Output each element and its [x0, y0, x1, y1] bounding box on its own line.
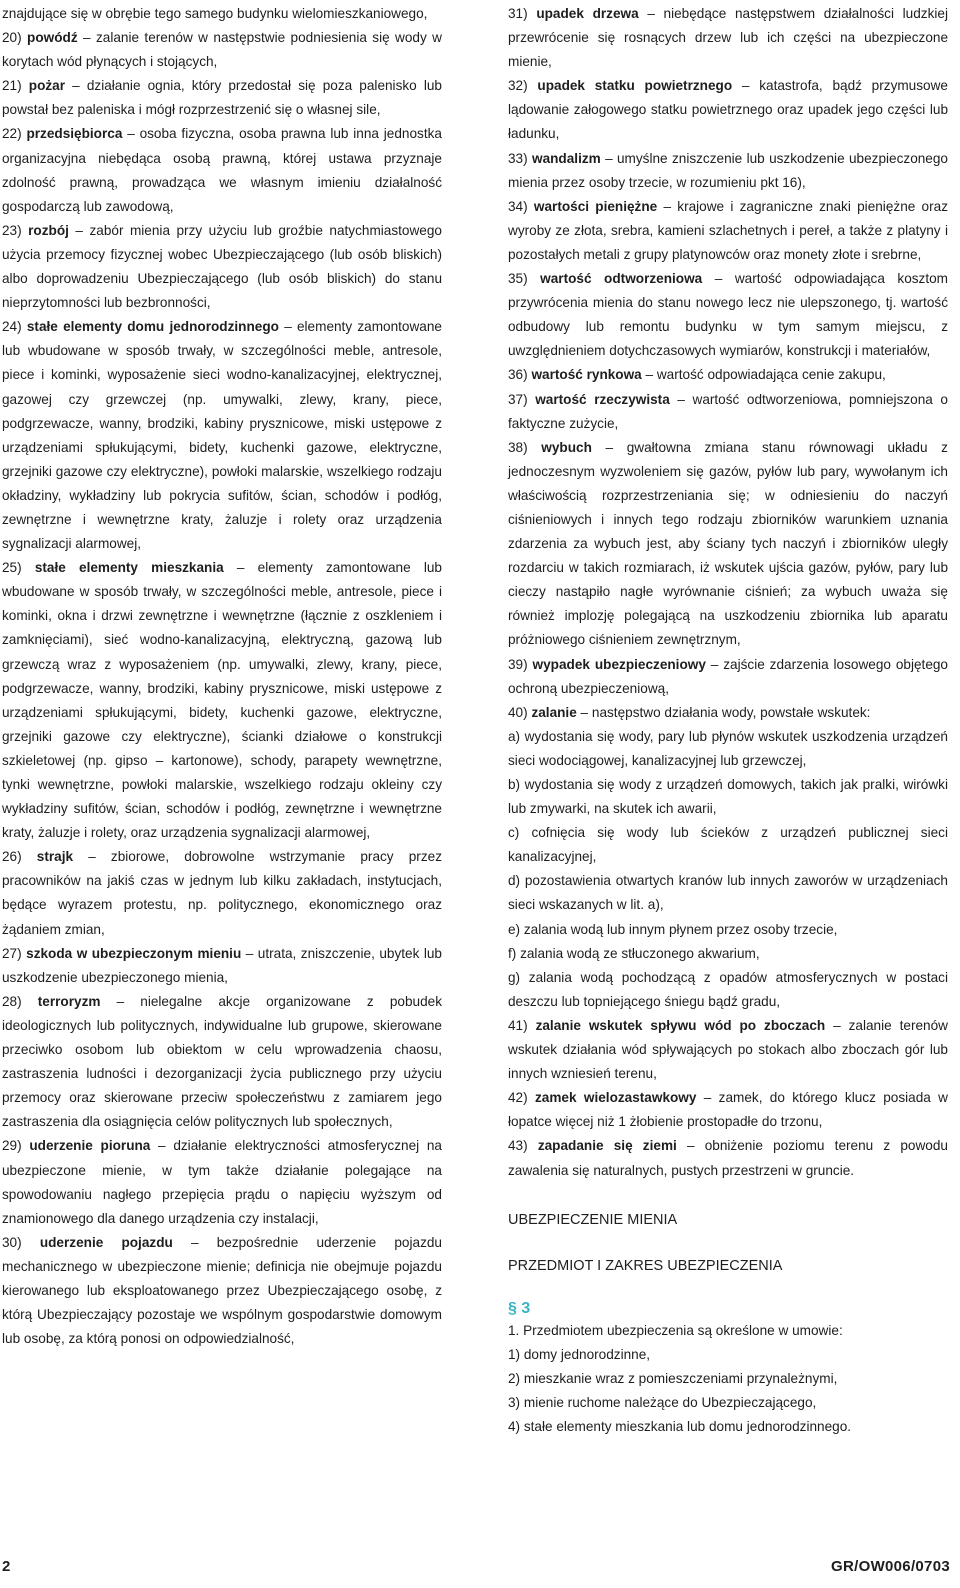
- definition-term: upadek drzewa: [536, 6, 639, 21]
- definition-term: wypadek ubezpieczeniowy: [532, 656, 706, 672]
- definition-entry: [508, 267, 948, 363]
- definition-number: 33): [508, 150, 532, 166]
- definition-text: c) cofnięcia się wody lub ścieków z urządzeń publicznej sieci kanalizacyjnej,: [508, 825, 948, 865]
- page-number: 2: [2, 1558, 11, 1575]
- definition-number: 23): [2, 222, 29, 238]
- left-column: [2, 2, 442, 1351]
- section-heading-property-insurance: UBEZPIECZENIE MIENIA: [508, 1211, 678, 1228]
- document-code: GR/OW006/0703: [831, 1558, 950, 1575]
- definition-entry: [508, 363, 948, 387]
- definition-text: g) zalania wodą pochodzącą z opadów atmosferycznych w postaci deszczu lub topniejącego śniegu bądź gradu,: [508, 969, 948, 1009]
- definition-text: – działanie ognia, który przedostał się poza palenisko lub powstał bez paleniska i mógł rozprzestrzenić się o własnej sile,: [2, 78, 442, 118]
- definition-number: 21): [2, 78, 29, 94]
- paragraph-number: § 3: [508, 1299, 531, 1317]
- definition-term: terroryzm: [37, 993, 101, 1009]
- definition-term: pożar: [28, 78, 66, 94]
- right-column: [508, 2, 948, 1439]
- definition-entry: [508, 74, 948, 146]
- definition-text: – krajowe i zagraniczne znaki pieniężne oraz wyroby ze złota, srebra, kamieni szlachetnych i pereł, a także z platyny i pozostałych metali z grupy platynowców oraz monety złote i srebrne,: [508, 198, 948, 262]
- definition-term: wartość odtworzeniowa: [540, 271, 703, 287]
- definition-entry: [508, 436, 948, 653]
- definition-term: zalanie wskutek spływu wód po zboczach: [535, 1017, 826, 1033]
- definition-text: – gwałtowna zmiana stanu równowagi układu z jednoczesnym wyzwoleniem się gazów, pyłów lub pary, wywołanym ich właściwością rozprzestrzeniania się; w odniesieniu do naczyń ciśnieniowych i innych tego rodzaju zbiorników warunkiem uznania zdarzenia za wybuch jest, aby ściany tych naczyń i zbiorników uległy rozdarciu w takich rozmiarach, iż wskutek ujścia gazów, pyłów, pary lub cieczy nastąpiło nagłe wyrównanie ciśnień; za wybuch uważa się również implozję polegającą na uszkodzeniu zbiornika lub aparatu próżniowego ciśnieniem zewnętrznym,: [508, 439, 948, 648]
- definition-entry: [508, 821, 948, 869]
- definition-number: 31): [508, 6, 537, 21]
- definition-number: 35): [508, 271, 541, 287]
- definitions-list-left: [2, 2, 442, 1351]
- definition-text: – nielegalne akcje organizowane z pobudek ideologicznych lub politycznych, indywidualne lub grupowe, skierowane przeciwko osobom lub obiektom w celu wprowadzenia chaosu, zastraszenia ludności i dezorganizacji życia publicznego przy użyciu przemocy oraz skierowane przeciw społeczeństwu z zamiarem jego zastraszenia dla osiągnięcia celów politycznych lub społecznych,: [2, 993, 442, 1130]
- definition-number: 32): [508, 78, 538, 94]
- definition-entry: [508, 195, 948, 267]
- definition-entry: [2, 1231, 442, 1351]
- definition-number: 42): [508, 1090, 535, 1106]
- definition-term: przedsiębiorca: [26, 126, 123, 142]
- definition-entry: [508, 869, 948, 917]
- definition-number: 39): [508, 656, 533, 672]
- definition-term: zalanie: [531, 704, 577, 720]
- definition-text: – osoba fizyczna, osoba prawna lub inna jednostka organizacyjna niebędąca osobą prawną, której ustawa przyznaje zdolność prawną, prowadząca we własnym imieniu działalność gospodarczą lub zawodową,: [2, 126, 442, 214]
- definition-number: 29): [2, 1138, 30, 1154]
- definition-term: szkoda w ubezpieczonym mieniu: [26, 945, 242, 961]
- definition-entry: [2, 315, 442, 556]
- definition-number: 22): [2, 126, 27, 142]
- definition-term: wartości pieniężne: [533, 198, 658, 214]
- definition-text: – zalanie terenów w następstwie podniesienia się wody w korytach wód płynących i stojących,: [2, 30, 442, 70]
- definition-entry: [2, 2, 442, 26]
- definition-text: – zamek, do którego klucz posiada w łopatce więcej niż 1 żłobienie prostopadłe do trzonu,: [508, 1090, 948, 1130]
- definition-entry: [508, 773, 948, 821]
- definition-entry: [508, 725, 948, 773]
- scope-intro: 1. Przedmiotem ubezpieczenia są określone w umowie:: [508, 1322, 843, 1338]
- definition-text: – zabór mienia przy użyciu lub groźbie natychmiastowego użycia przemocy fizycznej wobec Ubezpieczającego (lub osób bliskich) albo doprowadzeniu Ubezpieczającego (lub osób bliskich) do stanu nieprzytomności lub bezbronności,: [2, 222, 442, 311]
- definition-entry: [2, 990, 442, 1135]
- definition-number: 25): [2, 560, 35, 576]
- definition-number: 38): [508, 439, 542, 455]
- definition-term: strajk: [36, 849, 74, 865]
- definition-text: f) zalania wodą ze stłuczonego akwarium,: [508, 945, 760, 961]
- definition-entry: [508, 918, 948, 942]
- definitions-list-right: [508, 2, 948, 1183]
- definition-text: b) wydostania się wody z urządzeń domowych, takich jak pralki, wirówki lub zmywarki, na skutek ich awarii,: [508, 777, 948, 817]
- definition-entry: [2, 219, 442, 315]
- definition-entry: [2, 556, 442, 845]
- definition-text: – zajście zdarzenia losowego objętego ochroną ubezpieczeniową,: [508, 656, 948, 696]
- definition-text: – umyślne zniszczenie lub uszkodzenie ubezpieczonego mienia przez osoby trzecie, w rozumieniu pkt 16),: [508, 150, 948, 190]
- definition-term: wartość rzeczywista: [535, 391, 670, 407]
- definition-entry: [508, 1086, 948, 1134]
- definition-text: – następstwo działania wody, powstałe wskutek:: [576, 704, 871, 720]
- definition-term: uderzenie pojazdu: [39, 1234, 173, 1250]
- definition-entry: [2, 74, 442, 122]
- definition-entry: [2, 942, 442, 990]
- definition-text: – bezpośrednie uderzenie pojazdu mechanicznego w ubezpieczone mienie; definicja nie obejmuje pojazdu kierowanego lub eksploatowanego przez Ubezpieczającego osobę, z którą Ubezpieczający pozostaje we wspólnym gospodarstwie domowym lub osobę, za którą ponosi on odpowiedzialność,: [2, 1234, 442, 1347]
- section-heading-scope: PRZEDMIOT I ZAKRES UBEZPIECZENIA: [508, 1257, 783, 1274]
- definition-term: upadek statku powietrznego: [537, 78, 733, 94]
- definition-number: 40): [508, 704, 532, 720]
- definition-number: 43): [508, 1138, 538, 1154]
- definition-number: 24): [2, 319, 27, 335]
- definition-number: 28): [2, 993, 38, 1009]
- definition-term: zapadanie się ziemi: [537, 1138, 677, 1154]
- definition-entry: [508, 2, 948, 74]
- definition-text: – zbiorowe, dobrowolne wstrzymanie pracy przez pracowników na jakiś czas w jednym lub kilku zakładach, instytucjach, będące wyrazem protestu, np. politycznego, ekonomicznego oraz żądaniem zmian,: [2, 849, 442, 937]
- definition-number: 41): [508, 1017, 536, 1033]
- definition-term: wartość rynkowa: [531, 367, 642, 383]
- definition-entry: [2, 122, 442, 218]
- definition-term: stałe elementy domu jednorodzinnego: [26, 319, 279, 335]
- definition-number: 30): [2, 1234, 40, 1250]
- definition-number: 20): [2, 30, 28, 46]
- definition-entry: [508, 966, 948, 1014]
- definition-text: – katastrofa, bądź przymusowe lądowanie załogowego statku powietrznego oraz upadek jego części lub ładunku,: [508, 78, 948, 142]
- definition-text: – wartość odtworzeniowa, pomniejszona o faktyczne zużycie,: [508, 391, 948, 431]
- scope-item: 4) stałe elementy mieszkania lub domu jednorodzinnego.: [508, 1418, 852, 1434]
- definition-entry: [2, 1134, 442, 1230]
- definition-text: – elementy zamontowane lub wbudowane w sposób trwały, w szczególności meble, antresole, piece i kominki, wyposażenie sieci wodno-kanalizacyjnej, elektrycznej, gazowej czy grzewczej (np. umywalki, zlewy, krany, piece, podgrzewacze, wanny, brodziki, kabiny prysznicowe, miski ustępowe z urządzeniami spłukującymi, bidety, kuchenki gazowe, elektryczne, grzejniki gazowe czy elektryczne), powłoki malarskie, wszelkiego rodzaju okładziny, wykładziny lub pokrycia sufitów, ścian, schodów i podłóg, zewnętrzne i wewnętrzne kraty, żaluzje i rolety oraz urządzenia sygnalizacji alarmowej,: [2, 319, 442, 552]
- definition-number: 27): [2, 945, 27, 961]
- definition-text: – zalanie terenów wskutek działania wód spływających po stokach albo zboczach gór lub innych wzniesień terenu,: [508, 1017, 948, 1082]
- definition-entry: [508, 1014, 948, 1086]
- definition-term: zamek wielozastawkowy: [534, 1090, 697, 1106]
- definition-text: – wartość odpowiadająca kosztom przywrócenia mienia do stanu nowego lecz nie ulepszonego, tj. wartość odbudowy lub remontu budynku w tym samym miejscu, z uwzględnieniem dotychczasowych wymiarów, konstrukcji i materiałów,: [508, 271, 949, 359]
- definition-text: – elementy zamontowane lub wbudowane w sposób trwały, w szczególności meble, antresole, piece i kominki, okna i drzwi zewnętrzne i wewnętrzne (łącznie z oszkleniem i zamknięciami), sieć wodno-kanalizacyjną, elektryczną, gazową lub grzewczą wraz z wyposażeniem (np. umywalki, zlewy, krany, piece, podgrzewacze, wanny, brodziki, kabiny prysznicowe, miski ustępowe z urządzeniami spłukującymi, bidety, kuchenki gazowe, elektryczne, grzejniki gazowe czy elektryczne), ścianki działowe o konstrukcji szkieletowej (np. gipso – kartonowe), schody, parapety wewnętrzne, tynki wewnętrzne, powłoki malarskie, wszelkiego rodzaju okleiny czy wykładziny sufitów, ścian, schodów i podłóg, zewnętrzne i wewnętrzne kraty, żaluzje i rolety, oraz urządzenia sygnalizacji alarmowej,: [2, 560, 442, 841]
- definition-term: uderzenie pioruna: [29, 1138, 151, 1154]
- definition-text: znajdujące się w obrębie tego samego budynku wielomieszkaniowego,: [2, 6, 428, 21]
- scope-item: 3) mienie ruchome należące do Ubezpieczającego,: [508, 1394, 817, 1410]
- definition-term: stałe elementy mieszkania: [34, 560, 224, 576]
- scope-item: 1) domy jednorodzinne,: [508, 1346, 651, 1362]
- definition-number: 26): [2, 849, 37, 865]
- definition-text: – działanie elektryczności atmosferycznej na ubezpieczone mienie, w tym także działanie polegające na spowodowaniu nagłego przepięcia prądu o napięciu wyższym od znamionowego dla danego urządzenia czy instalacji,: [2, 1138, 442, 1226]
- definition-text: – utrata, zniszczenie, ubytek lub uszkodzenie ubezpieczonego mienia,: [2, 945, 442, 985]
- definition-entry: [508, 1134, 948, 1182]
- definition-entry: [508, 147, 948, 195]
- definition-entry: [2, 26, 442, 74]
- definition-text: – obniżenie poziomu terenu z powodu zawalenia się naturalnych, pustych przestrzeni w gruncie.: [508, 1138, 948, 1178]
- definition-number: 34): [508, 198, 534, 214]
- definition-text: a) wydostania się wody, pary lub płynów wskutek uszkodzenia urządzeń sieci wodociągowej, kanalizacyjnej lub grzewczej,: [508, 728, 948, 768]
- definition-entry: [508, 653, 948, 701]
- definition-term: wybuch: [541, 439, 592, 455]
- definition-text: d) pozostawienia otwartych kranów lub innych zaworów w urządzeniach sieci wskazanych w lit. a),: [508, 873, 948, 913]
- definition-term: powódź: [27, 30, 78, 46]
- definition-entry: [2, 845, 442, 941]
- scope-item: 2) mieszkanie wraz z pomieszczeniami przynależnymi,: [508, 1370, 838, 1386]
- definition-text: – wartość odpowiadająca cenie zakupu,: [641, 367, 886, 383]
- definition-number: 36): [508, 367, 532, 383]
- definition-text: – niebędące następstwem działalności ludzkiej przewrócenie się rosnących drzew lub ich części na ubezpieczone mienie,: [508, 6, 948, 70]
- definition-text: e) zalania wodą lub innym płynem przez osoby trzecie,: [508, 921, 838, 937]
- definition-entry: [508, 942, 948, 966]
- definition-term: rozbój: [28, 222, 69, 238]
- definition-entry: [508, 388, 948, 436]
- definition-number: 37): [508, 391, 536, 407]
- definition-entry: [508, 701, 948, 725]
- definition-term: wandalizm: [532, 150, 601, 166]
